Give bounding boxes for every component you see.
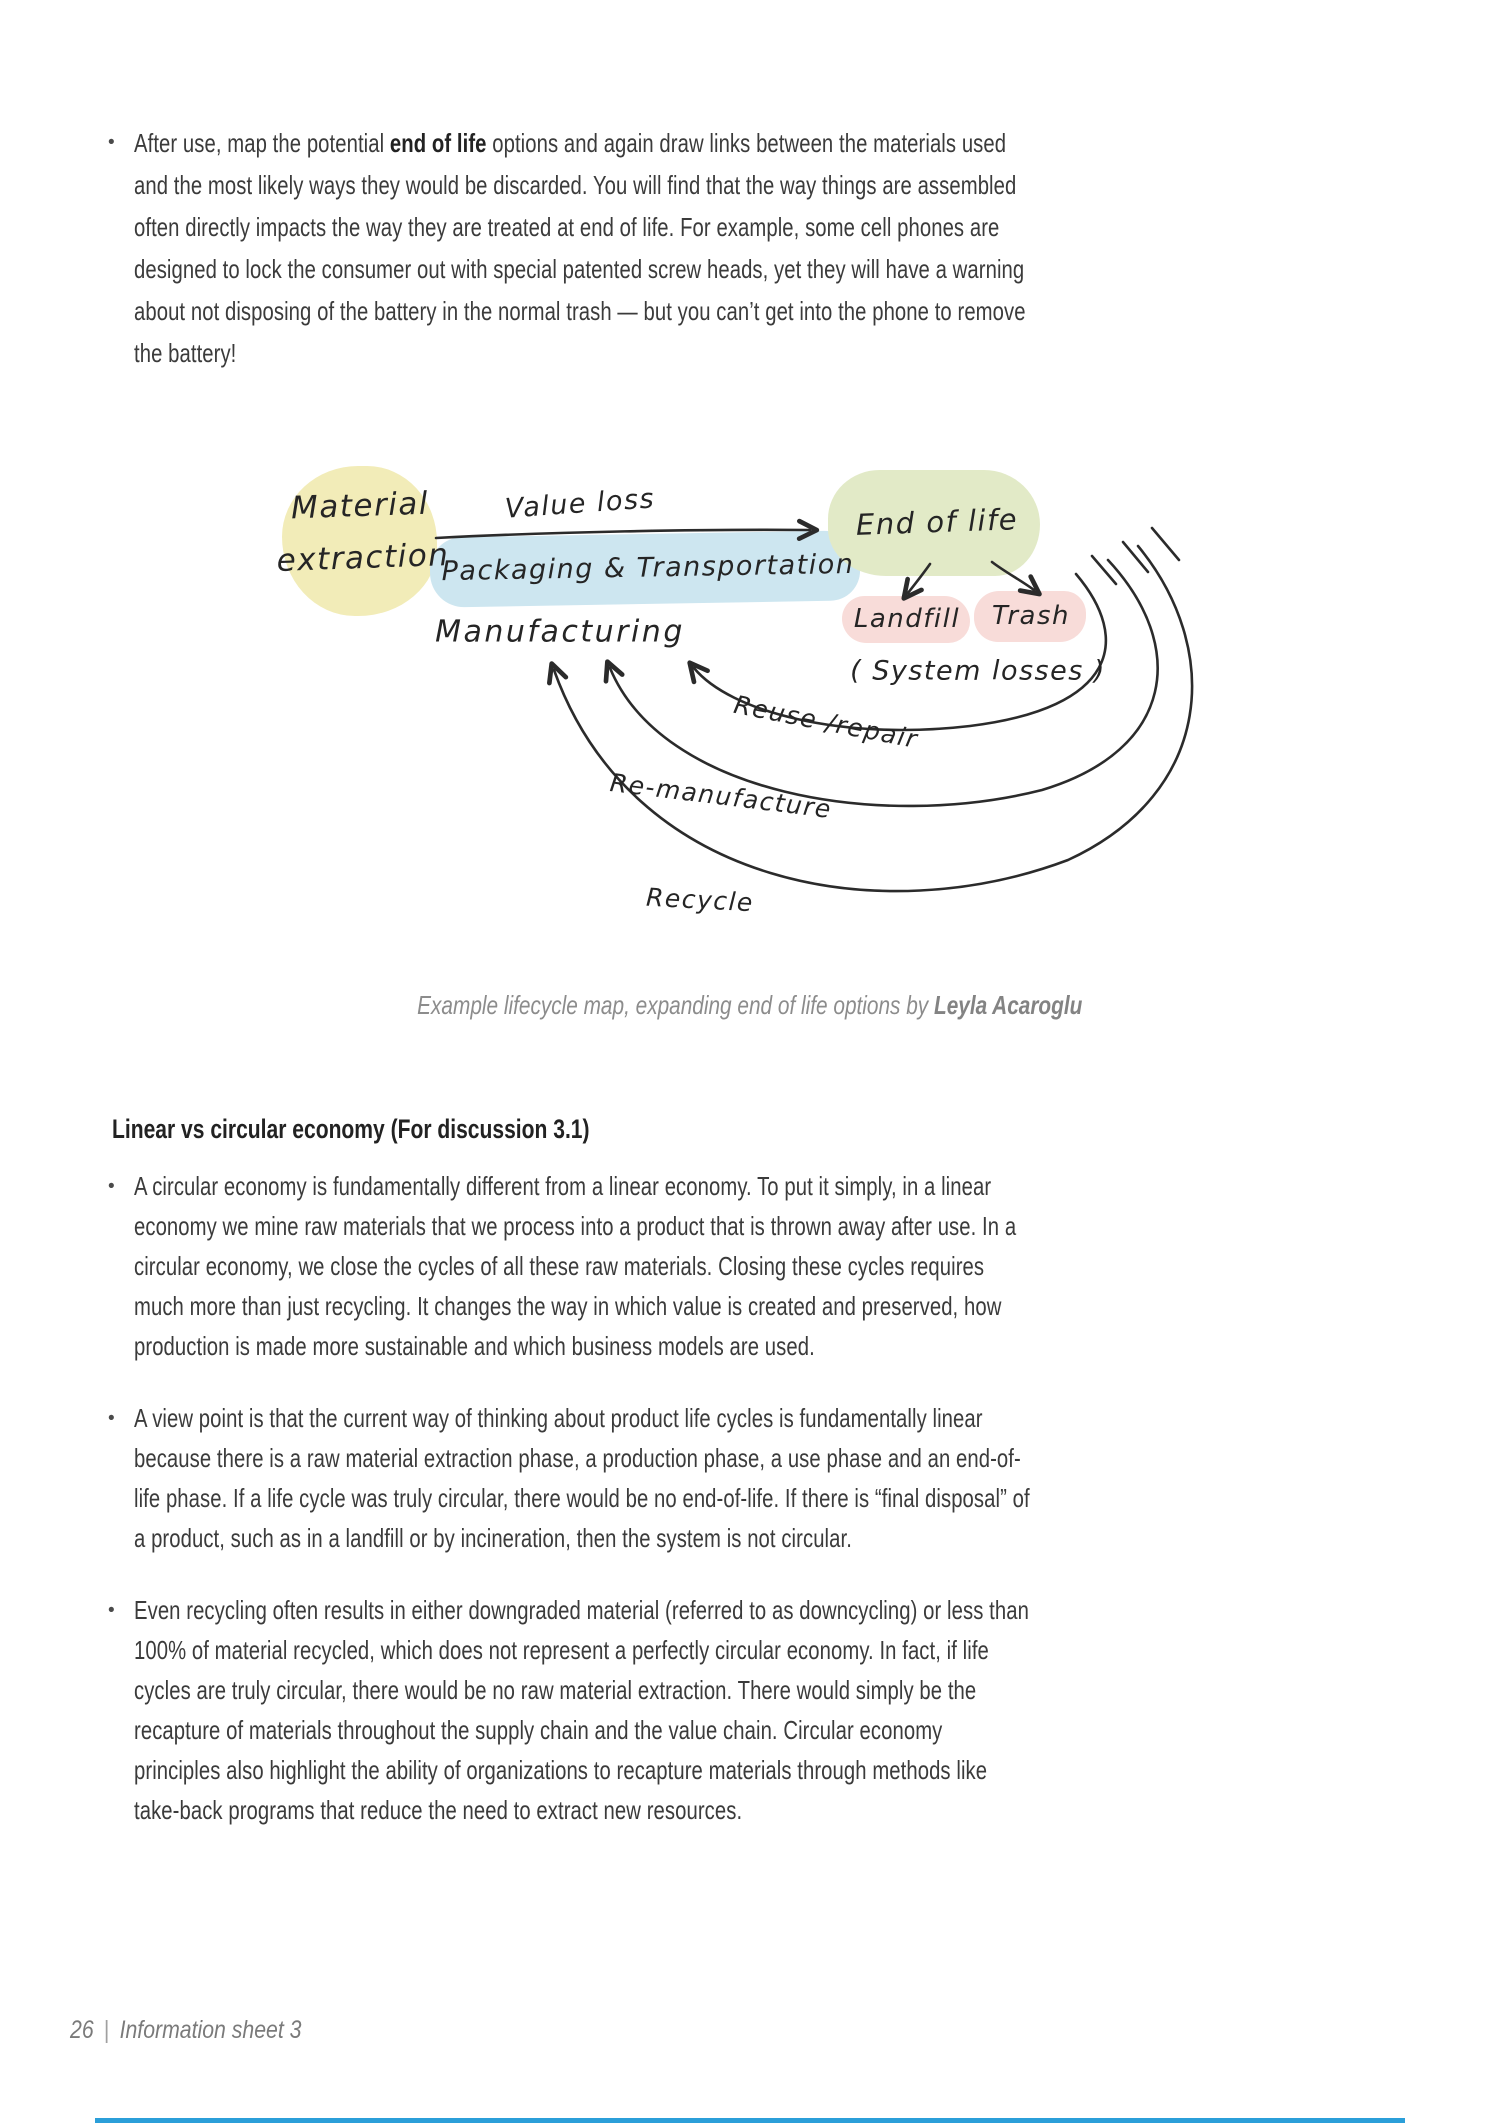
caption-author: Leyla Acaroglu bbox=[934, 990, 1083, 1020]
remanufacture-label: Re-manufacture bbox=[608, 768, 834, 824]
section-bullet-1: A circular economy is fundamentally different from a linear economy. To put it simply, in a linear economy we mine raw materials that we process into a product that is thrown away after use. In a circular economy, we close the cycles of all these raw materials. Closing these cycles requires much more than just recycling. It changes the way in which value is created and preserved, how production is made more sustainable and which business models are used. bbox=[134, 1171, 1017, 1361]
intro-text-before: After use, map the potential bbox=[134, 128, 390, 158]
recycle-label: Recycle bbox=[645, 882, 755, 918]
intro-paragraph bbox=[134, 122, 1031, 374]
footer-label: Information sheet 3 bbox=[119, 2016, 302, 2044]
bottom-accent-bar bbox=[95, 2118, 1405, 2123]
reuse-repair-label: Reuse /repair bbox=[731, 689, 921, 755]
intro-text-bold: end of life bbox=[389, 128, 487, 158]
page-footer bbox=[70, 2016, 301, 2045]
arc-start-tick-3 bbox=[1152, 528, 1179, 560]
intro-text-after: options and again draw links between the materials used and the most likely ways they would be discarded. You will find that the way things are assembled often directly impacts the way they are treated at end of life. For example, some cell phones are designed to lock the consumer out with special patented screw heads, yet they will have a warning about not disposing of the battery in the normal trash — but you can’t get into the phone to remove the battery! bbox=[134, 128, 1026, 368]
list-item bbox=[104, 122, 1284, 374]
section-bullet-3: Even recycling often results in either downgraded material (referred to as downcycling) or less than 100% of material recycled, which does not represent a perfectly circular economy. In fact, if life cycles are truly circular, there would be no raw material extraction. There would simply be the recapture of materials throughout the supply chain and the value chain. Circular economy principles also highlight the ability of organizations to recapture materials through methods like take-back programs that reduce the need to extract new resources. bbox=[134, 1595, 1029, 1825]
section-bullet-2: A view point is that the current way of thinking about product life cycles is fundamentally linear because there is a raw material extraction phase, a production phase, a use phase and an end-of-life phase. If a life cycle was truly circular, there would be no end-of-life. If there is “final disposal” of a product, such as in a landfill or by incineration, then the system is not circular. bbox=[134, 1403, 1030, 1553]
manufacturing-label: Manufacturing bbox=[435, 614, 685, 650]
intro-bullet-block bbox=[104, 122, 1284, 374]
value-loss-label: Value loss bbox=[503, 483, 657, 525]
page-number: 26 bbox=[70, 2016, 94, 2044]
trash-label: Trash bbox=[991, 601, 1071, 631]
eol-to-landfill-arrow bbox=[908, 564, 930, 593]
packaging-label: Packaging & Transportation bbox=[441, 548, 855, 588]
bullet-icon: • bbox=[108, 1176, 115, 1197]
linear-vs-circular-section bbox=[104, 1112, 1284, 1830]
bullet-icon: • bbox=[108, 1408, 115, 1429]
list-item bbox=[104, 1166, 1284, 1366]
material-extraction-label-line2: extraction bbox=[276, 536, 450, 580]
material-extraction-label-line1: Material bbox=[290, 485, 430, 527]
system-losses-label: ( System losses ) bbox=[850, 655, 1106, 687]
section-heading-wrap bbox=[112, 1112, 1284, 1146]
landfill-label: Landfill bbox=[853, 604, 961, 634]
lifecycle-diagram bbox=[230, 460, 1250, 940]
bullet-icon: • bbox=[108, 1600, 115, 1621]
eol-to-trash-arrow bbox=[992, 562, 1034, 590]
bullet-icon: • bbox=[108, 132, 115, 153]
caption-text: Example lifecycle map, expanding end of life options by bbox=[417, 990, 935, 1020]
list-item bbox=[104, 1398, 1284, 1558]
list-item bbox=[104, 1590, 1284, 1830]
figure-caption bbox=[417, 990, 1082, 1021]
arc-start-tick-1 bbox=[1092, 556, 1116, 584]
arc-start-tick-2 bbox=[1123, 542, 1148, 572]
section-heading: Linear vs circular economy (For discussion 3.1) bbox=[112, 1114, 590, 1144]
figure-caption-wrap bbox=[0, 990, 1500, 1021]
footer-separator: | bbox=[103, 2016, 110, 2044]
end-of-life-label: End of life bbox=[855, 502, 1019, 542]
value-loss-arrow bbox=[436, 530, 810, 538]
